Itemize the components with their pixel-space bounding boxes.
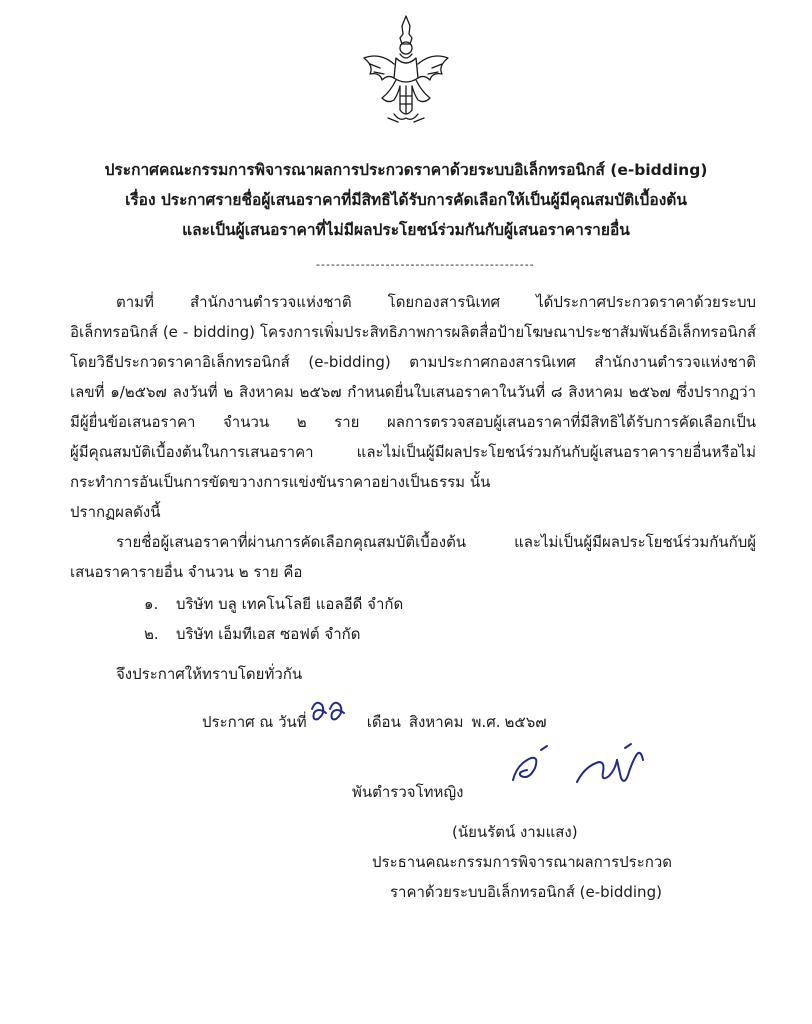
body-line: กระทำการอันเป็นการขัดขวางการแข่งขันราคาอย่างเป็นธรรม นั้น (70, 473, 491, 491)
bidder-name: บริษัท เอ็มทีเอส ซอฟต์ จำกัด (176, 625, 361, 643)
handwritten-day (308, 691, 348, 727)
signature (505, 742, 653, 792)
announcement-date (202, 710, 547, 734)
garuda-emblem (360, 14, 452, 126)
date-month: สิงหาคม (408, 713, 464, 731)
date-year: ๒๕๖๗ (504, 713, 547, 731)
body-line: มีผู้ยื่นข้อเสนอราคา จำนวน ๒ ราย ผลการตรวจสอบผู้เสนอราคาที่มีสิทธิได้รับการคัดเลือกเป็น (70, 413, 756, 431)
signer-position: ประธานคณะกรรมการพิจารณาผลการประกวด (372, 853, 673, 871)
body-line: โดยวิธีประกวดราคาอิเล็กทรอนิกส์ (e-bidding) ตามประกาศกองสารนิเทศ สำนักงานตำรวจแห่งชาติ (70, 353, 756, 371)
signer-name: (นัยนรัตน์ งามแสง) (452, 823, 578, 841)
month-label: เดือน (366, 713, 401, 731)
title-separator: -------------------------------------------- (316, 258, 535, 271)
date-prefix: ประกาศ ณ วันที่ (202, 713, 307, 731)
body-line: เสนอราคารายอื่น จำนวน ๒ ราย คือ (70, 563, 303, 581)
body-line: ผู้มีคุณสมบัติเบื้องต้นในการเสนอราคา และไม่เป็นผู้มีผลประโยชน์ร่วมกันกับผู้เสนอราคารายอื่นหรือไม่ (70, 443, 756, 461)
bidder-name: บริษัท บลู เทคโนโลยี แอลอีดี จำกัด (176, 595, 404, 613)
body-line: เลขที่ ๑/๒๕๖๗ ลงวันที่ ๒ สิงหาคม ๒๕๖๗ กำหนดยื่นใบเสนอราคาในวันที่ ๘ สิงหาคม ๒๕๖๗ ซึ่งปรากฏว่า (70, 383, 756, 401)
body-line: อิเล็กทรอนิกส์ (e - bidding) โครงการเพิ่มประสิทธิภาพการผลิตสื่อป้ายโฆษณาประชาสัมพันธ์อิเล็กทรอนิกส์ (70, 323, 756, 341)
body-line: รายชื่อผู้เสนอราคาที่ผ่านการคัดเลือกคุณสมบัติเบื้องต้น และไม่เป็นผู้มีผลประโยชน์ร่วมกันกับผู้ (116, 533, 756, 551)
announcement-title: ประกาศคณะกรรมการพิจารณาผลการประกวดราคาด้วยระบบอิเล็กทรอนิกส์ (e-bidding) (104, 161, 708, 179)
announcement-subject: เรื่อง ประกาศรายชื่อผู้เสนอราคาที่มีสิทธิได้รับการคัดเลือกให้เป็นผู้มีคุณสมบัติเบื้องต้น (125, 191, 687, 209)
bidder-number: ๒. (144, 625, 159, 643)
body-line: ปรากฏผลดังนี้ (70, 503, 161, 521)
announcement-subject-continued: และเป็นผู้เสนอราคาที่ไม่มีผลประโยชน์ร่วมกันกับผู้เสนอราคารายอื่น (182, 221, 630, 239)
closing-statement: จึงประกาศให้ทราบโดยทั่วกัน (116, 665, 303, 683)
bidder-item (144, 592, 403, 616)
year-label: พ.ศ. (471, 713, 501, 731)
signer-position-continued: ราคาด้วยระบบอิเล็กทรอนิกส์ (e-bidding) (390, 883, 662, 901)
body-line: ตามที่ สำนักงานตำรวจแห่งชาติ โดยกองสารนิเทศ ได้ประกาศประกวดราคาด้วยระบบ (116, 293, 756, 311)
bidder-item (144, 622, 360, 646)
signer-rank: พันตำรวจโทหญิง (352, 783, 464, 801)
bidder-number: ๑. (144, 595, 159, 613)
